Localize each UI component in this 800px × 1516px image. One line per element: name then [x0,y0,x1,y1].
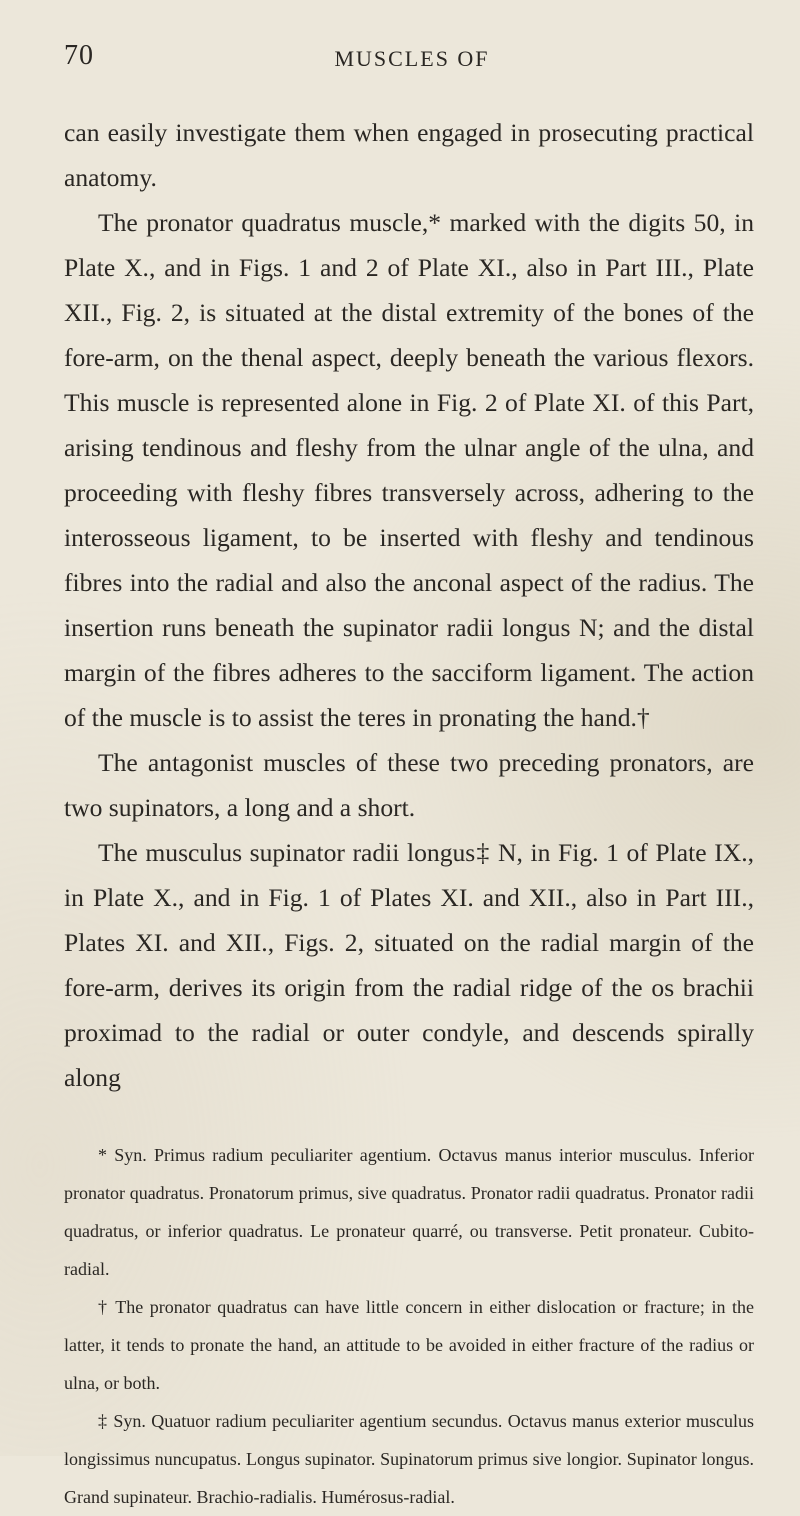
footnote-synonyms-pronator: * Syn. Primus radium peculiariter agentium. Octavus manus interior musculus. Inferior pronator quadratus. Pronatorum primus, sive quadratus. Pronator radii quadratus. Pronator radii quadratus, or inferior quadratus. Le pronateur quarré, ou transverse. Petit pronateur. Cubito-radial. [64,1145,754,1279]
paragraph-supinator-radii-longus: The musculus supinator radii longus‡ N, in Fig. 1 of Plate IX., in Plate X., and in Fig. 1 of Plates XI. and XII., also in Part III., Plates XI. and XII., Figs. 2, situated on the radial margin of the fore-arm, derives its origin from the radial ridge of the os brachii proximad to the radial or outer condyle, and descends spirally along [64,838,754,1092]
footnotes [64,1136,754,1516]
paragraph-continuation: can easily investigate them when engaged in prosecuting practical anatomy. [64,118,754,192]
body-text [64,110,754,1100]
footnote-fracture-note: † The pronator quadratus can have little concern in either dislocation or fracture; in the latter, it tends to pronate the hand, an attitude to be avoided in either fracture of the radius or ulna, or both. [64,1297,754,1393]
page-number: 70 [64,40,94,71]
page-header [64,40,760,110]
paragraph-pronator-quadratus: The pronator quadratus muscle,* marked with the digits 50, in Plate X., and in Figs. 1 and 2 of Plate XI., also in Part III., Plate XII., Fig. 2, is situated at the distal extremity of the bones of the fore-arm, on the thenal aspect, deeply beneath the various flexors. This muscle is represented alone in Fig. 2 of Plate XI. of this Part, arising tendinous and fleshy from the ulnar angle of the ulna, and proceeding with fleshy fibres transversely across, adhering to the interosseous ligament, to be inserted with fleshy and tendinous fibres into the radial and also the anconal aspect of the radius. The insertion runs beneath the supinator radii longus N; and the distal margin of the fibres adheres to the sacciform ligament. The action of the muscle is to assist the teres in pronating the hand.† [64,208,754,732]
paragraph-antagonist-muscles: The antagonist muscles of these two preceding pronators, are two supinators, a long and a short. [64,748,754,822]
footnote-synonyms-supinator: ‡ Syn. Quatuor radium peculiariter agentium secundus. Octavus manus exterior musculus longissimus nuncupatus. Longus supinator. Supinatorum primus sive longior. Supinator longus. Grand supinateur. Brachio-radialis. Humérosus-radial. [64,1411,754,1507]
running-head: MUSCLES OF [334,46,490,71]
